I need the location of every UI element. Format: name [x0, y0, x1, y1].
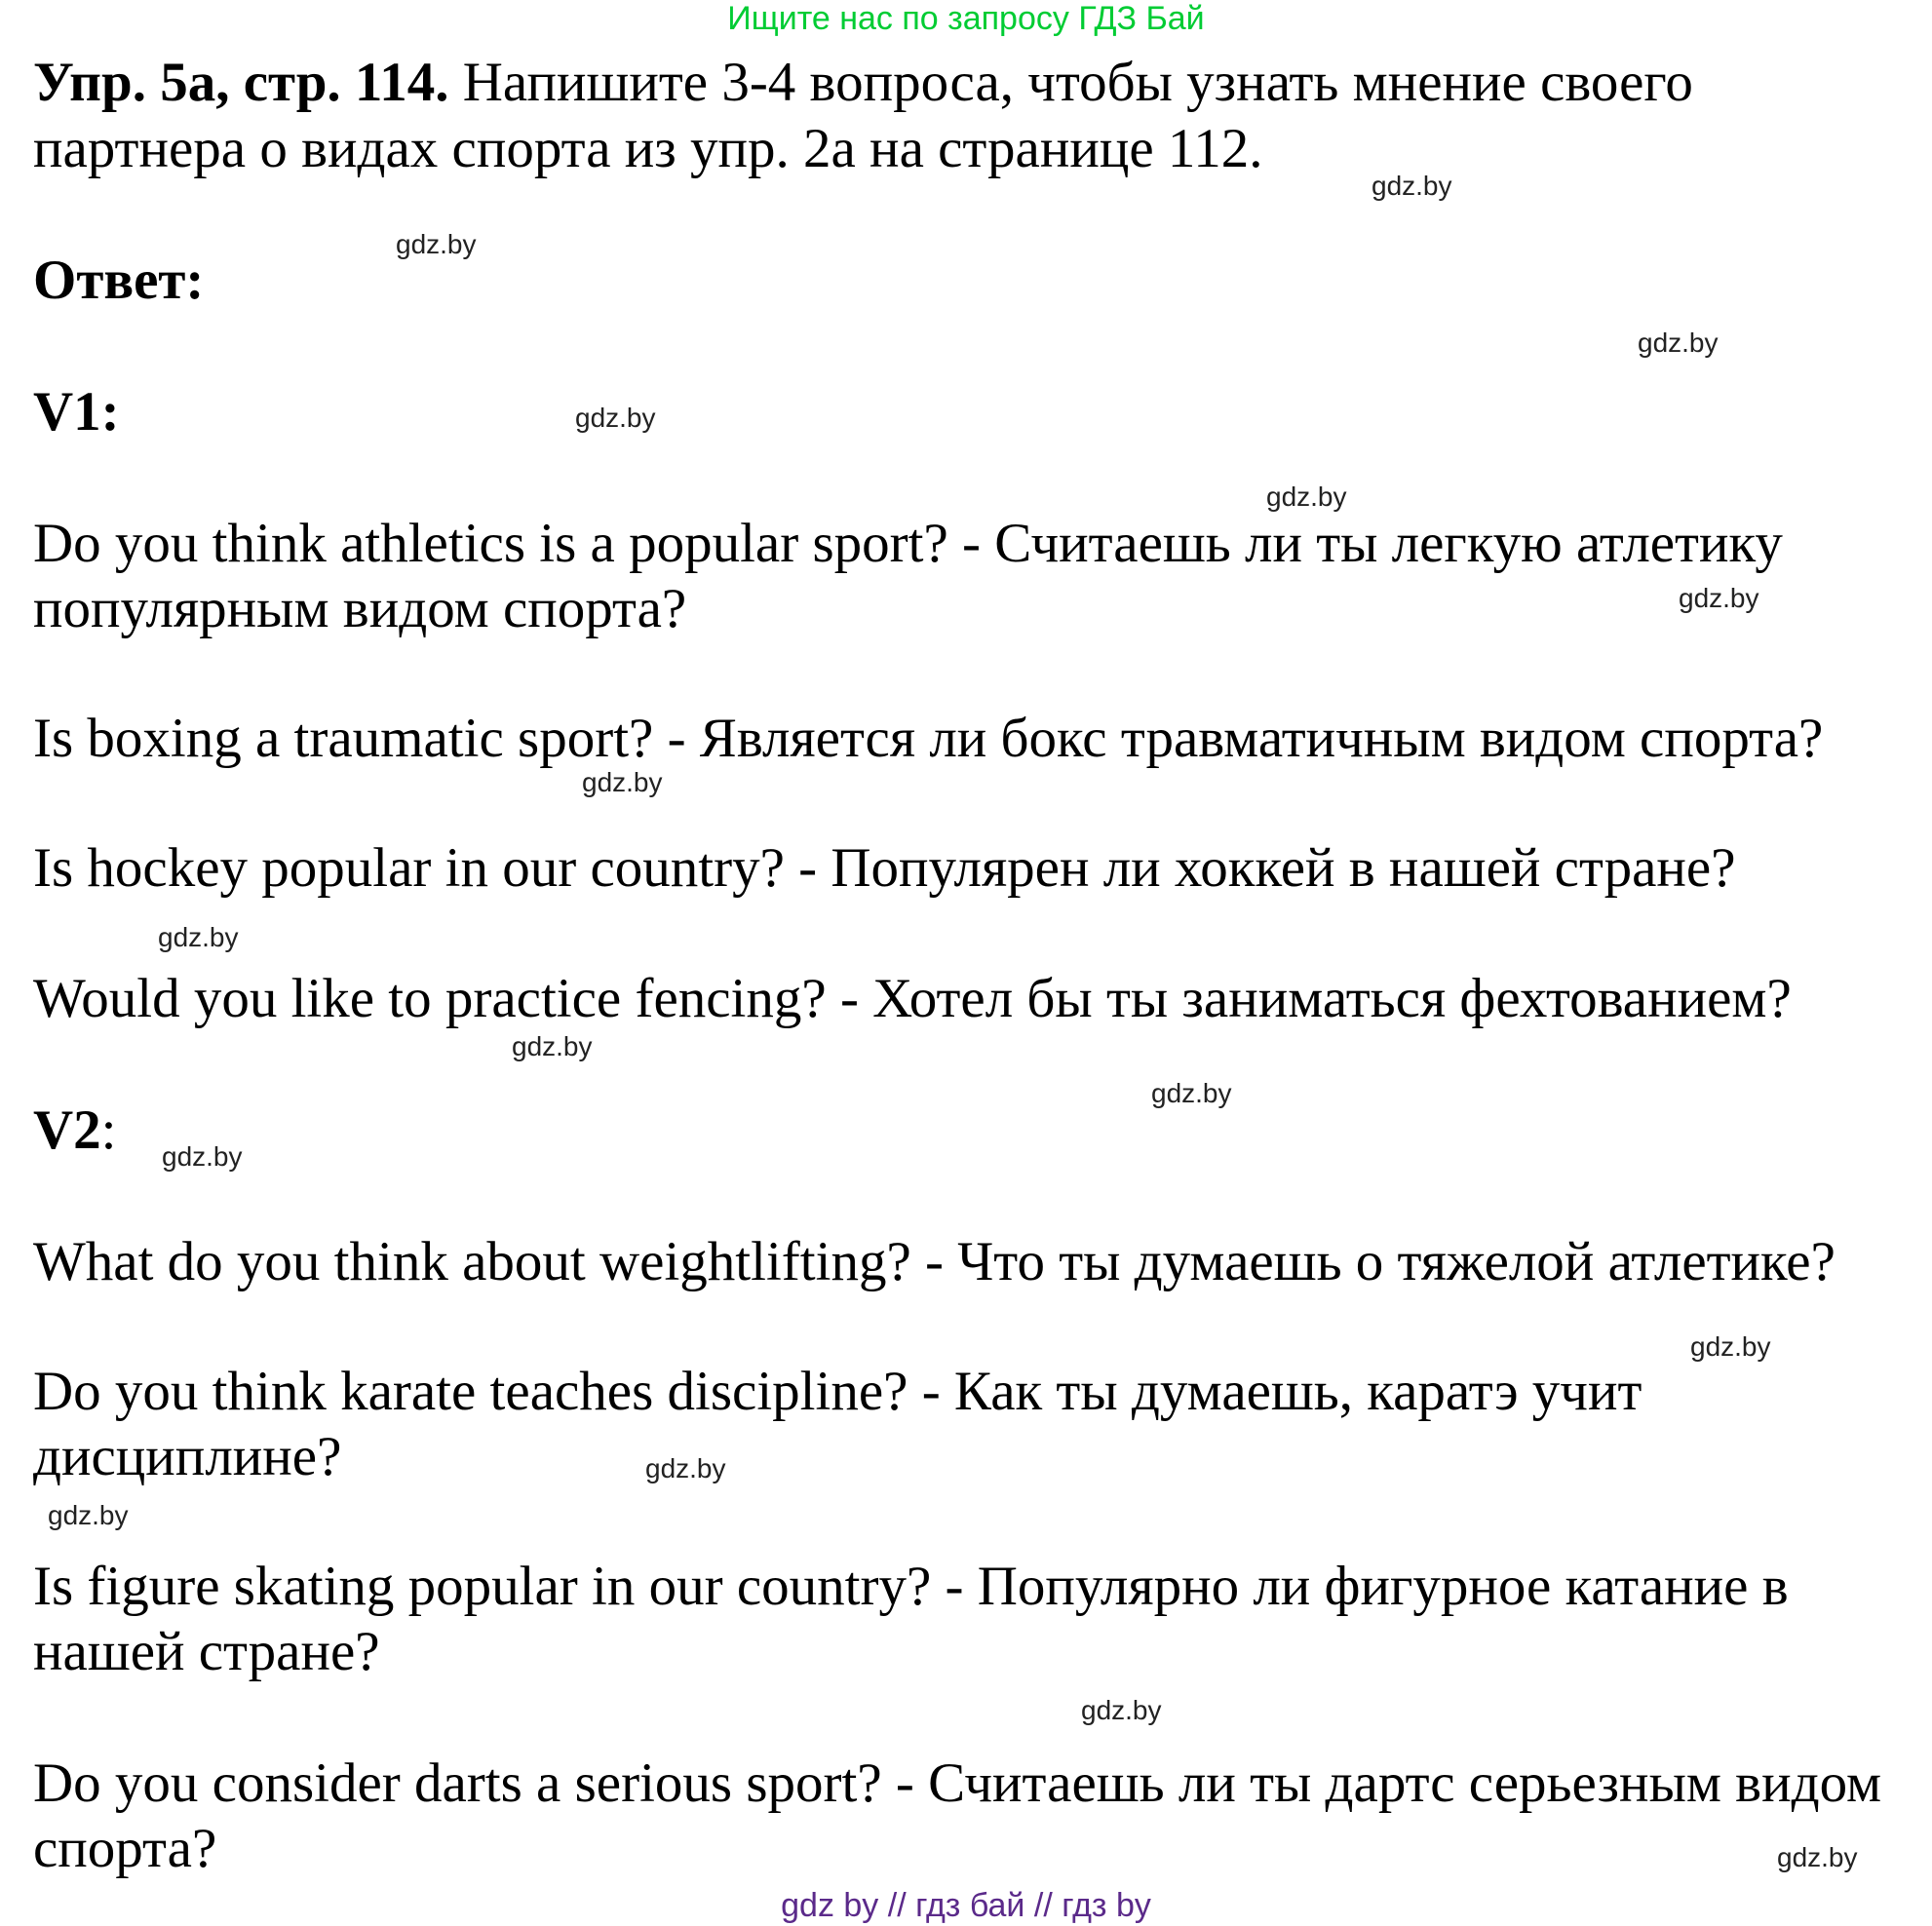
watermark: gdz.by — [1690, 1331, 1771, 1362]
task-line-2: партнера о видах спорта из упр. 2а на странице 112. — [33, 118, 1263, 179]
v1-q2: Is boxing a traumatic sport? - Является ли бокс травматичным видом спорта? — [33, 708, 1824, 769]
task-text-1: Напишите 3-4 вопроса, чтобы узнать мнение своего — [462, 52, 1693, 113]
v2-q4-line1: Do you consider darts a serious sport? - Считаешь ли ты дартс серьезным видом — [33, 1753, 1882, 1814]
v1-label: V1: — [33, 381, 120, 443]
v2-q1: What do you think about weightlifting? - Что ты думаешь о тяжелой атлетике? — [33, 1231, 1835, 1292]
top-banner: Ищите нас по запросу ГДЗ Бай — [727, 0, 1205, 37]
v2-label — [33, 1098, 117, 1163]
watermark: gdz.by — [1777, 1842, 1858, 1872]
watermark: gdz.by — [1266, 482, 1347, 512]
answer-label: Ответ: — [33, 250, 205, 311]
watermark: gdz.by — [396, 229, 477, 259]
watermark: gdz.by — [1372, 171, 1452, 201]
v2-label-text: V2 — [33, 1099, 101, 1161]
watermark: gdz.by — [162, 1141, 243, 1172]
v2-label-colon: : — [100, 1099, 117, 1161]
watermark: gdz.by — [1151, 1078, 1232, 1108]
v2-q3-line1: Is figure skating popular in our country? - Популярно ли фигурное катание в — [33, 1556, 1789, 1617]
footer-links: gdz by // гдз бай // гдз by — [781, 1887, 1151, 1924]
watermark: gdz.by — [158, 922, 239, 952]
watermark: gdz.by — [582, 767, 663, 797]
watermark: gdz.by — [512, 1031, 593, 1061]
watermark: gdz.by — [1638, 327, 1719, 358]
v2-q2-line1: Do you think karate teaches discipline? - Как ты думаешь, каратэ учит — [33, 1361, 1642, 1422]
watermark: gdz.by — [1081, 1695, 1162, 1725]
task-line-1 — [33, 51, 1693, 115]
watermark: gdz.by — [575, 403, 656, 433]
watermark: gdz.by — [1679, 583, 1759, 613]
v1-q1-line1: Do you think athletics is a popular sport? - Считаешь ли ты легкую атлетику — [33, 513, 1783, 574]
watermark: gdz.by — [645, 1453, 726, 1483]
task-ref: Упр. 5а, стр. 114. — [33, 52, 449, 113]
v2-q3-line2: нашей стране? — [33, 1621, 380, 1682]
v1-q1-line2: популярным видом спорта? — [33, 578, 687, 639]
v2-q4-line2: спорта? — [33, 1818, 217, 1879]
watermark: gdz.by — [48, 1500, 129, 1530]
v1-q3: Is hockey popular in our country? - Популярен ли хоккей в нашей стране? — [33, 837, 1736, 899]
v1-q4: Would you like to practice fencing? - Хотел бы ты заниматься фехтованием? — [33, 968, 1792, 1029]
v2-q2-line2: дисциплине? — [33, 1426, 342, 1487]
